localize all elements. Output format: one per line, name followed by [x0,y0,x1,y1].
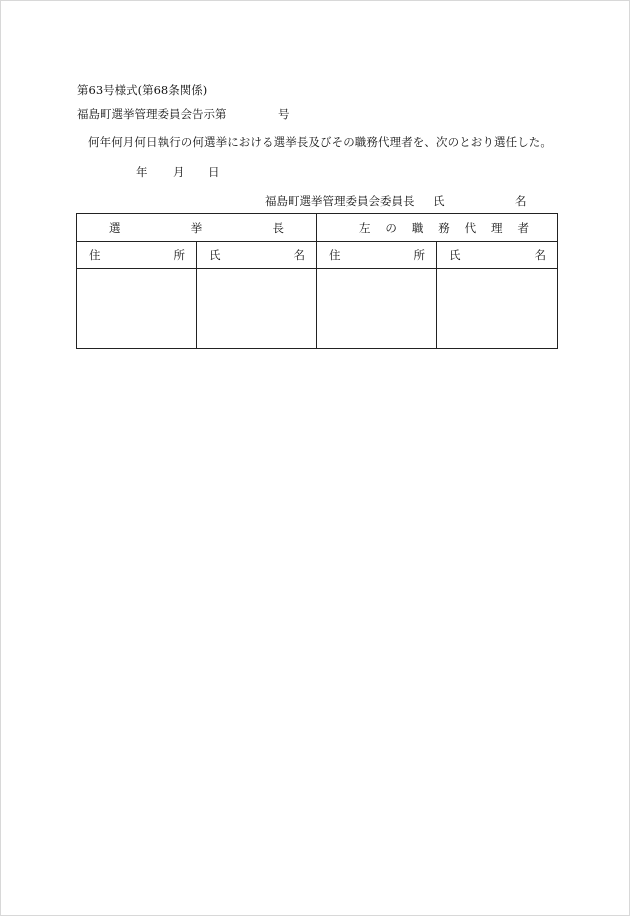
subheader-char: 所 [413,248,425,262]
table-subheader-row [77,242,558,269]
date-day-label: 日 [208,165,220,179]
date-month-label: 月 [173,165,185,179]
notice-body-text: 何年何月何日執行の何選挙における選挙長及びその職務代理者を、次のとおり選任した。 [88,135,552,149]
committee-chair-title: 福島町選挙管理委員会委員長 [265,194,415,208]
subheader-char: 名 [293,248,305,262]
header-char: 挙 [190,220,203,235]
header-char: 職 [411,220,424,235]
subheader-char: 氏 [449,248,461,262]
signature-name-label-first: 氏 [433,194,445,208]
subheader-char: 氏 [209,248,221,262]
chairman-address-cell [77,269,197,349]
chairman-name-cell [197,269,317,349]
form-label: 第63号様式(第68条関係) [77,83,208,97]
header-election-chairman [77,214,317,242]
subheader-char: 所 [173,248,185,262]
table-header-row [77,214,558,242]
header-char: 選 [109,220,121,235]
table-entry-row [77,269,558,349]
header-char: 務 [438,220,450,235]
header-char: 代 [464,220,477,235]
subheader-deputy-name [437,242,558,269]
notice-title: 福島町選挙管理委員会告示第 [77,107,227,121]
header-deputy [317,214,558,242]
subheader-deputy-address [317,242,437,269]
header-char: の [385,220,397,235]
appointees-table [76,213,558,349]
subheader-chairman-address [77,242,197,269]
subheader-char: 住 [329,248,341,262]
header-char: 長 [272,220,284,235]
subheader-char: 名 [534,248,546,262]
date-year-label: 年 [136,165,148,179]
notice-number-suffix: 号 [278,107,290,121]
deputy-address-cell [317,269,437,349]
header-char: 左 [359,220,371,235]
subheader-char: 住 [89,248,101,262]
header-char: 者 [517,220,529,235]
signature-name-label-second: 名 [515,194,527,208]
header-char: 理 [491,220,503,235]
subheader-chairman-name [197,242,317,269]
deputy-name-cell [437,269,558,349]
